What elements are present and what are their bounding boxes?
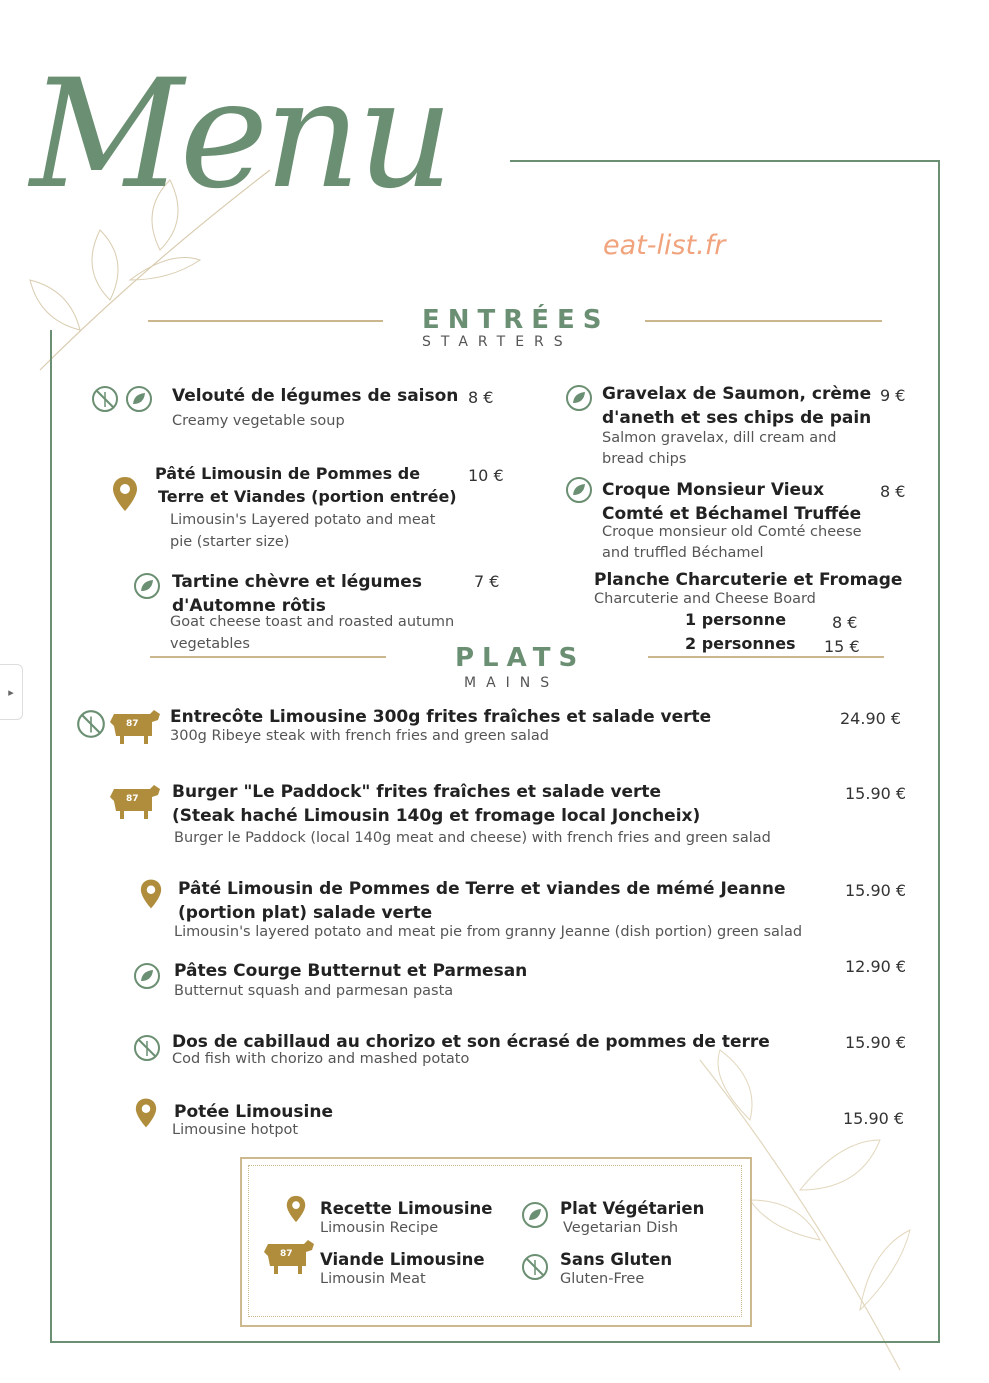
watermark: eat-list.fr xyxy=(603,230,726,261)
frame-top-line xyxy=(510,160,940,162)
location-pin-icon xyxy=(140,878,162,910)
starter-desc-line2: and truffled Béchamel xyxy=(602,545,764,561)
starter-desc-line2: vegetables xyxy=(170,636,250,652)
main-price: 12.90 € xyxy=(845,957,907,976)
legend-label: Sans Gluten xyxy=(560,1250,673,1269)
legend-inner-border xyxy=(248,1165,742,1317)
main-name: Pâté Limousin de Pommes de Terre et viandes de mémé Jeanne xyxy=(178,879,786,899)
gluten-free-icon xyxy=(90,384,120,414)
location-pin-icon xyxy=(286,1194,306,1224)
starter-desc: Limousin's Layered potato and meat xyxy=(170,512,436,528)
cow-icon xyxy=(108,781,162,821)
starter-name: Tartine chèvre et légumes xyxy=(172,572,422,592)
starter-price: 7 € xyxy=(474,572,500,591)
main-name: Entrecôte Limousine 300g frites fraîches et salade verte xyxy=(170,707,712,727)
legend-label: Plat Végétarien xyxy=(560,1199,705,1218)
starter-desc: Goat cheese toast and roasted autumn xyxy=(170,614,455,630)
vegetarian-icon xyxy=(124,384,154,414)
cow-badge: 87 xyxy=(126,719,139,729)
main-name: Burger "Le Paddock" frites fraîches et salade verte xyxy=(172,782,662,802)
starter-price: 10 € xyxy=(468,466,504,485)
cow-icon xyxy=(262,1236,316,1276)
vegetarian-icon xyxy=(520,1200,550,1230)
frame-right-line xyxy=(938,160,940,1343)
main-price: 15.90 € xyxy=(845,784,907,803)
main-desc: Burger le Paddock (local 140g meat and cheese) with french fries and green salad xyxy=(174,830,771,846)
gluten-free-icon xyxy=(132,1033,162,1063)
main-desc: 300g Ribeye steak with french fries and green salad xyxy=(170,728,549,744)
main-price: 24.90 € xyxy=(840,709,902,728)
vegetarian-icon xyxy=(132,571,162,601)
side-panel-toggle[interactable]: ▸ xyxy=(0,664,23,720)
cow-badge: 87 xyxy=(280,1249,293,1259)
starters-title: ENTRÉES xyxy=(422,305,610,335)
gluten-free-icon xyxy=(75,708,107,740)
vegetarian-icon xyxy=(564,383,594,413)
legend-sublabel: Gluten-Free xyxy=(560,1271,645,1287)
legend-sublabel: Limousin Recipe xyxy=(320,1220,439,1236)
option-label: 1 personne xyxy=(685,610,787,629)
starter-desc-line2: pie (starter size) xyxy=(170,534,290,550)
starter-desc: Creamy vegetable soup xyxy=(172,413,345,429)
cow-icon xyxy=(108,706,162,746)
starter-name-line2: Terre et Viandes (portion entrée) xyxy=(158,487,457,506)
starter-price: 8 € xyxy=(468,388,494,407)
starter-desc: Croque monsieur old Comté cheese xyxy=(602,524,862,540)
location-pin-icon xyxy=(112,476,138,512)
mains-subtitle: MAINS xyxy=(464,675,560,691)
starter-name: Planche Charcuterie et Fromage xyxy=(594,570,903,590)
main-desc: Cod fish with chorizo and mashed potato xyxy=(172,1051,470,1067)
main-price: 15.90 € xyxy=(845,881,907,900)
main-price: 15.90 € xyxy=(843,1109,905,1128)
main-desc: Butternut squash and parmesan pasta xyxy=(174,983,454,999)
main-name: Pâtes Courge Butternut et Parmesan xyxy=(174,961,528,981)
starter-name: Pâté Limousin de Pommes de xyxy=(155,464,421,483)
starters-line-left xyxy=(148,320,383,322)
starter-desc: Charcuterie and Cheese Board xyxy=(594,591,816,607)
menu-title: Menu xyxy=(30,48,450,222)
starter-name-line2: d'aneth et ses chips de pain xyxy=(602,408,872,428)
option-label: 2 personnes xyxy=(685,634,796,653)
starter-name-line2: Comté et Béchamel Truffée xyxy=(602,504,862,524)
legend-label: Viande Limousine xyxy=(320,1250,485,1269)
cow-badge: 87 xyxy=(126,794,139,804)
starter-name-line2: d'Automne rôtis xyxy=(172,596,326,616)
legend-sublabel: Limousin Meat xyxy=(320,1271,426,1287)
frame-left-line xyxy=(50,330,52,1343)
main-name: Dos de cabillaud au chorizo et son écrasé de pommes de terre xyxy=(172,1032,770,1052)
main-desc: Limousine hotpot xyxy=(172,1122,299,1138)
location-pin-icon xyxy=(135,1097,157,1129)
gluten-free-icon xyxy=(520,1252,550,1282)
vegetarian-icon xyxy=(132,961,162,991)
mains-title: PLATS xyxy=(455,643,586,673)
frame-bottom-line xyxy=(50,1341,940,1343)
main-price: 15.90 € xyxy=(845,1033,907,1052)
starter-price: 8 € xyxy=(880,482,906,501)
starters-bottom-line-right xyxy=(648,656,884,658)
main-name-line2: (Steak haché Limousin 140g et fromage local Joncheix) xyxy=(172,806,701,826)
main-desc: Limousin's layered potato and meat pie from granny Jeanne (dish portion) green salad xyxy=(174,924,803,940)
starter-name: Gravelax de Saumon, crème xyxy=(602,384,872,404)
starter-name: Croque Monsieur Vieux xyxy=(602,480,825,500)
main-name-line2: (portion plat) salade verte xyxy=(178,903,433,923)
starter-desc-line2: bread chips xyxy=(602,451,687,467)
starters-line-right xyxy=(645,320,882,322)
option-price: 8 € xyxy=(832,613,858,632)
starter-price: 9 € xyxy=(880,386,906,405)
main-name: Potée Limousine xyxy=(174,1102,333,1122)
starters-subtitle: STARTERS xyxy=(422,334,573,350)
legend-sublabel: Vegetarian Dish xyxy=(563,1220,679,1236)
option-price: 15 € xyxy=(824,637,860,656)
starter-name: Velouté de légumes de saison xyxy=(172,386,459,406)
starters-bottom-line-left xyxy=(150,656,386,658)
starter-desc: Salmon gravelax, dill cream and xyxy=(602,430,837,446)
vegetarian-icon xyxy=(564,475,594,505)
legend-label: Recette Limousine xyxy=(320,1199,493,1218)
